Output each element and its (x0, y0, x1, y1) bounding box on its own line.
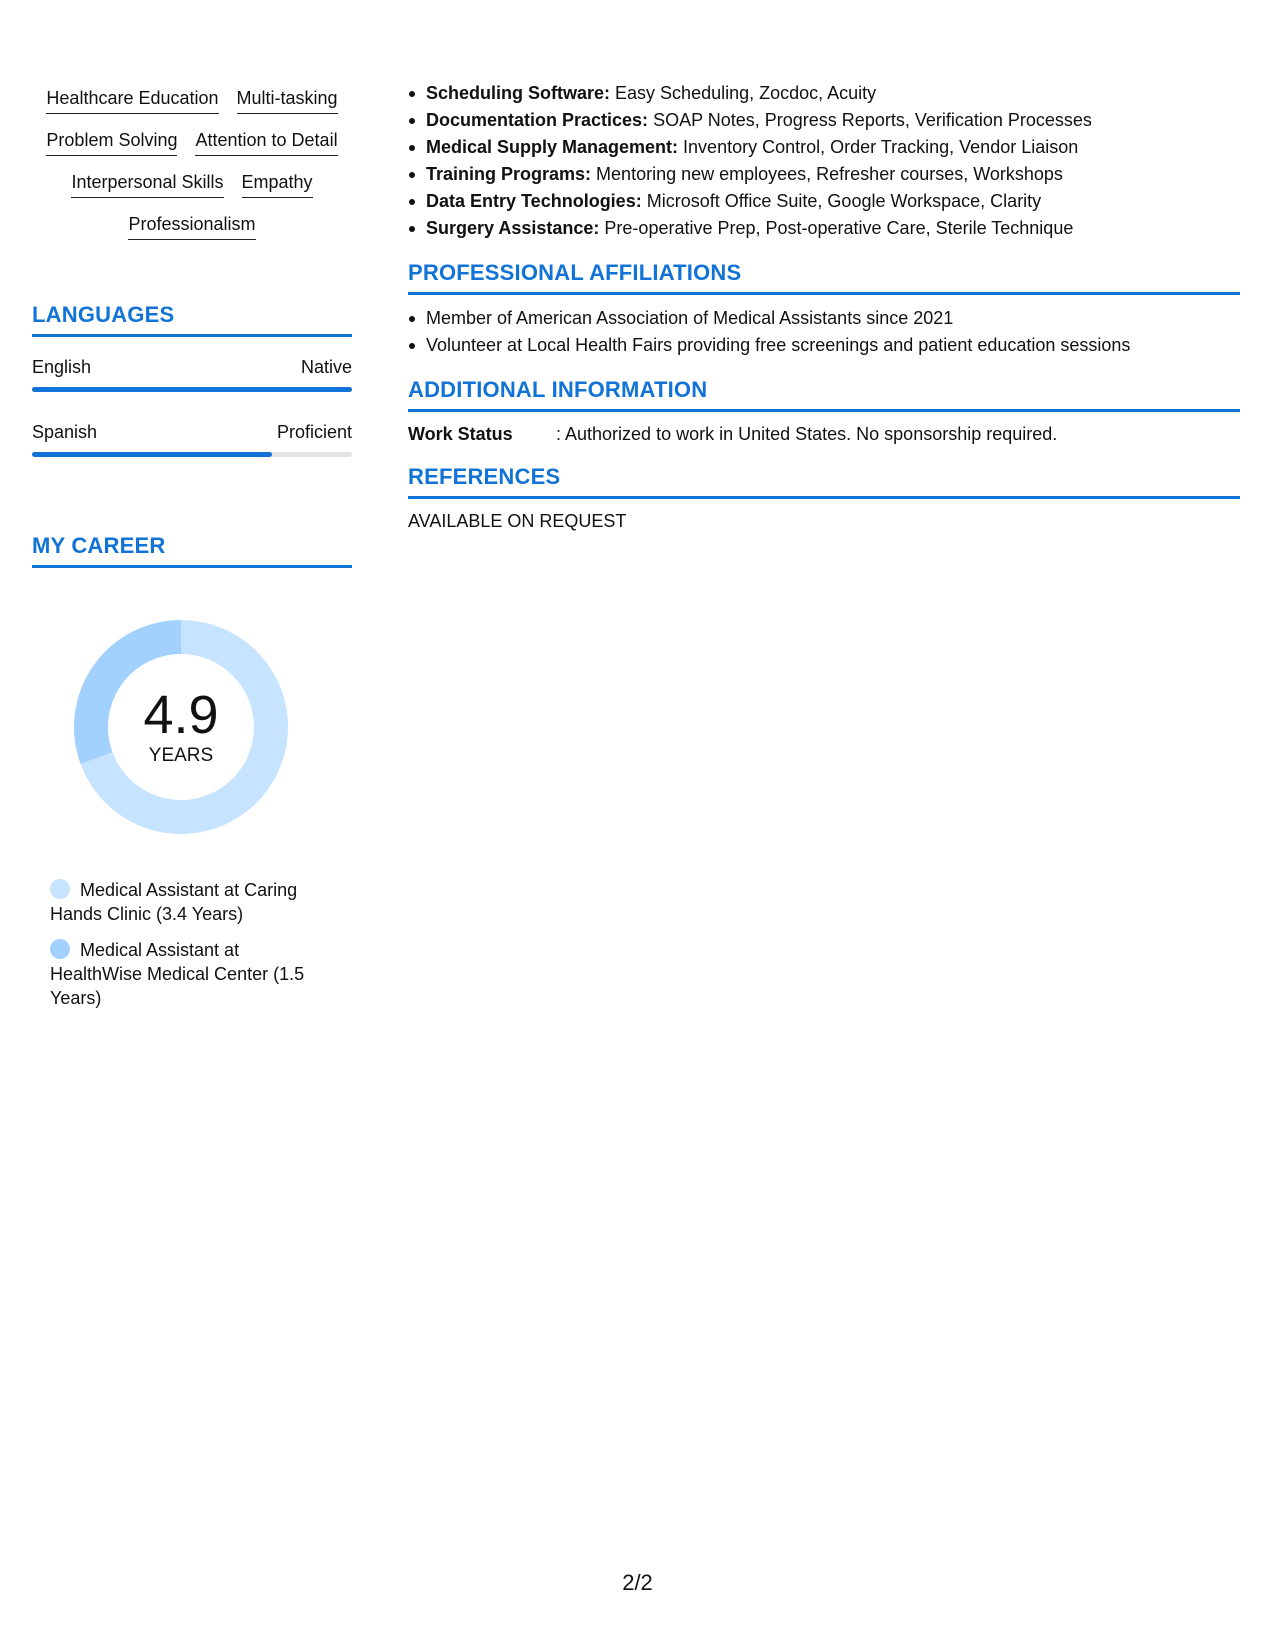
language-name: Spanish (32, 422, 98, 442)
technical-skill-item (408, 80, 1240, 107)
skill-tag: Multi-tasking (237, 86, 338, 114)
skill-tag: Problem Solving (46, 128, 177, 156)
technical-skill-label: Documentation Practices: (426, 110, 649, 130)
left-column (32, 80, 352, 1022)
language-bar-fill (32, 387, 352, 392)
technical-skill-item (408, 215, 1240, 242)
technical-skill-text: Microsoft Office Suite, Google Workspace, Clarity (641, 191, 1042, 211)
additional-info-section (408, 377, 1240, 446)
language-row (32, 420, 352, 457)
languages-section (32, 302, 352, 457)
affiliation-item: Volunteer at Local Health Fairs providing free screenings and patient education sessions (408, 332, 1240, 359)
work-status-value: : Authorized to work in United States. No sponsorship required. (556, 424, 1058, 444)
technical-skill-text: Mentoring new employees, Refresher courses, Workshops (591, 164, 1063, 184)
languages-title: LANGUAGES (32, 302, 352, 337)
career-section (32, 533, 352, 1010)
affiliations-list (408, 305, 1240, 359)
language-row (32, 355, 352, 392)
technical-skill-text: Easy Scheduling, Zocdoc, Acuity (610, 83, 877, 103)
technical-skill-label: Scheduling Software: (426, 83, 611, 103)
language-bar-fill (32, 452, 272, 457)
technical-skill-text: Inventory Control, Order Tracking, Vendor Liaison (678, 137, 1079, 157)
career-unit: YEARS (148, 745, 214, 766)
technical-skills-list (408, 80, 1240, 242)
technical-skill-label: Surgery Assistance: (426, 218, 600, 238)
affiliation-item: Member of American Association of Medical Assistants since 2021 (408, 305, 1240, 332)
career-title: MY CAREER (32, 533, 352, 568)
skill-tag: Healthcare Education (46, 86, 218, 114)
skill-tag: Attention to Detail (195, 128, 337, 156)
technical-skill-item (408, 161, 1240, 188)
technical-skill-label: Data Entry Technologies: (426, 191, 642, 211)
technical-skill-item (408, 188, 1240, 215)
language-bar (32, 387, 352, 392)
additional-info-title: ADDITIONAL INFORMATION (408, 377, 1240, 412)
technical-skill-text: SOAP Notes, Progress Reports, Verification Processes (648, 110, 1092, 130)
page-number: 2/2 (622, 1570, 653, 1595)
legend-item (50, 938, 320, 1010)
affiliations-title: PROFESSIONAL AFFILIATIONS (408, 260, 1240, 295)
technical-skill-label: Training Programs: (426, 164, 592, 184)
affiliations-section (408, 260, 1240, 359)
legend-label: Medical Assistant at Caring Hands Clinic (3.4 Years) (50, 880, 298, 924)
skill-tag: Professionalism (128, 212, 255, 240)
career-legend (50, 878, 320, 1010)
career-donut (66, 612, 296, 842)
language-bar (32, 452, 352, 457)
legend-dot (50, 939, 70, 959)
legend-item (50, 878, 320, 926)
career-total: 4.9 (143, 685, 219, 745)
technical-skill-label: Medical Supply Management: (426, 137, 679, 157)
references-text: AVAILABLE ON REQUEST (408, 511, 627, 531)
legend-label: Medical Assistant at HealthWise Medical Center (1.5 Years) (50, 940, 305, 1008)
language-level: Proficient (276, 422, 352, 442)
work-status-label: Work Status (408, 424, 513, 444)
skills-list (32, 80, 352, 240)
references-title: REFERENCES (408, 464, 1240, 499)
technical-skill-text: Pre-operative Prep, Post-operative Care, Sterile Technique (599, 218, 1074, 238)
work-status-row (408, 422, 1240, 446)
technical-skill-item (408, 107, 1240, 134)
right-column (408, 80, 1240, 533)
skill-tag: Empathy (242, 170, 313, 198)
legend-dot (50, 879, 70, 899)
language-level: Native (300, 357, 352, 377)
skill-tag: Interpersonal Skills (71, 170, 223, 198)
technical-skill-item (408, 134, 1240, 161)
references-section (408, 464, 1240, 533)
language-name: English (32, 357, 92, 377)
